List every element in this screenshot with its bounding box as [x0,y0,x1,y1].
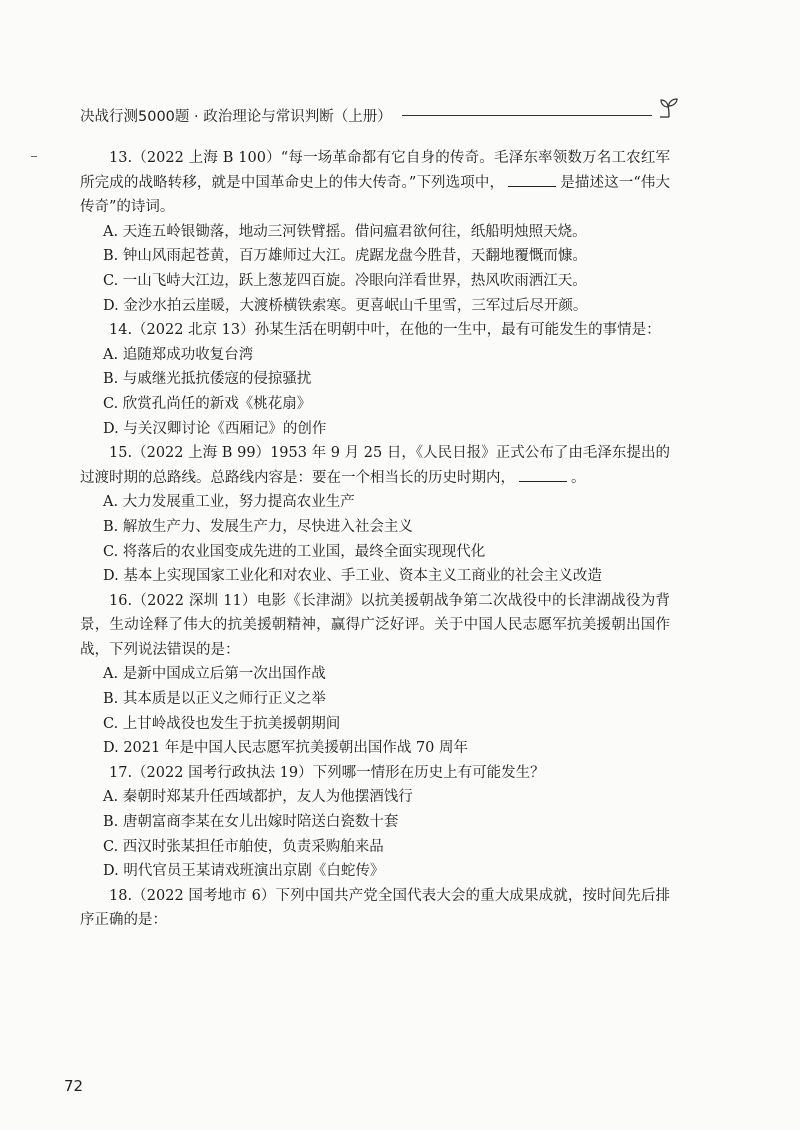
question-stem: 14.（2022 北京 13）孙某生活在明朝中叶，在他的一生中，最有可能发生的事情是： [109,322,661,339]
question-14 [80,318,670,441]
question-17 [80,761,670,884]
option: A. 追随郑成功收复台湾 [103,346,254,363]
question-13 [80,146,670,318]
header-title: 决战行测5000题 · 政治理论与常识判断（上册） [80,108,392,125]
question-stem: 15.（2022 上海 B 99）1953 年 9 月 25 日，《人民日报》正式公布了由毛泽东提出的过渡时期的总路线。总路线内容是：要在一个相当长的历史时期内， 。 [80,445,670,486]
question-15 [80,441,670,589]
question-stem: 18.（2022 国考地市 6）下列中国共产党全国代表大会的重大成果成就，按时间先后排序正确的是： [80,887,670,929]
answer-blank [508,172,556,187]
question-16 [80,589,670,761]
answer-blank [519,467,567,482]
option: D. 2021 年是中国人民志愿军抗美援朝出国作战 70 周年 [103,740,469,757]
option: A. 秦朝时郑某升任西域都护，友人为他摆酒饯行 [103,789,413,806]
option: D. 明代官员王某请戏班演出京剧《白蛇传》 [103,863,385,880]
header-rule [402,115,652,116]
page-number: 72 [64,1077,84,1095]
option: D. 与关汉卿讨论《西厢记》的创作 [103,420,327,437]
option: D. 金沙水拍云崖暖，大渡桥横铁索寒。更喜岷山千里雪，三军过后尽开颜。 [103,297,588,314]
option: D. 基本上实现国家工业化和对农业、手工业、资本主义工商业的社会主义改造 [103,568,602,585]
option: B. 其本质是以正义之师行正义之举 [103,691,326,708]
question-list [80,146,670,933]
option: B. 唐朝富商李某在女儿出嫁时陪送白瓷数十套 [103,814,399,831]
option: B. 与戚继光抵抗倭寇的侵掠骚扰 [103,371,312,388]
option: C. 西汉时张某担任市舶使，负责采购舶来品 [103,838,384,855]
question-stem: 16.（2022 深圳 11）电影《长津湖》以抗美援朝战争第二次战役中的长津湖战役为背景，生动诠释了伟大的抗美援朝精神，赢得广泛好评。关于中国人民志愿军抗美援朝出国作战，下列说法错误的是： [80,592,670,658]
option: C. 将落后的农业国变成先进的工业国，最终全面实现现代化 [103,543,486,560]
question-18 [80,884,670,933]
option: A. 是新中国成立后第一次出国作战 [103,666,326,683]
margin-mark [31,156,37,157]
option: C. 一山飞峙大江边，跃上葱茏四百旋。冷眼向洋看世界，热风吹雨洒江天。 [103,272,587,289]
option: A. 天连五岭银锄落，地动三河铁臂摇。借问瘟君欲何往，纸船明烛照天烧。 [103,223,587,240]
option: C. 欣赏孔尚任的新戏《桃花扇》 [103,395,312,412]
option: C. 上甘岭战役也发生于抗美援朝期间 [103,715,341,732]
running-header [80,102,680,128]
option: A. 大力发展重工业，努力提高农业生产 [103,494,355,511]
question-stem: 13.（2022 上海 B 100）“每一场革命都有它自身的传奇。毛泽东率领数万名工农红军所完成的战略转移，就是中国革命史上的伟大传奇。”下列选项中， 是描述这一“伟大传奇”的诗词。 [80,150,670,216]
option: B. 解放生产力、发展生产力，尽快进入社会主义 [103,518,413,535]
option: B. 钟山风雨起苍黄，百万雄师过大江。虎踞龙盘今胜昔，天翻地覆慨而慷。 [103,248,587,265]
sprout-icon [658,97,680,119]
question-stem: 17.（2022 国考行政执法 19）下列哪一情形在历史上有可能发生？ [109,764,545,781]
